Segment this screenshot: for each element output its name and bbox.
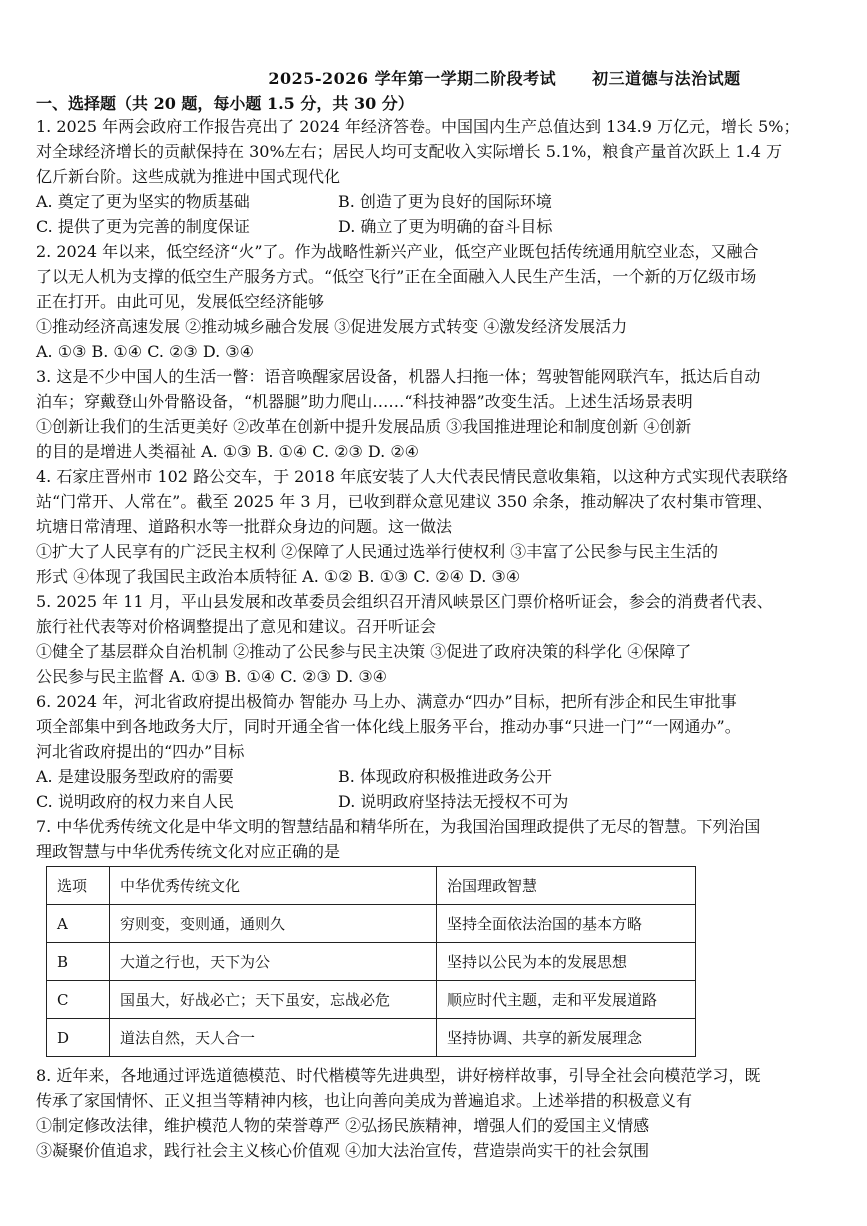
question-text-line: 亿斤新台阶。这些成就为推进中国式现代化 xyxy=(36,167,341,186)
table-cell: 坚持全面依法治国的基本方略 xyxy=(437,905,696,943)
option-d: D. 确立了更为明确的奋斗目标 xyxy=(338,217,553,236)
table-row xyxy=(47,1019,696,1057)
answer-choices: A. ①③ B. ①④ C. ②③ D. ③④ xyxy=(36,342,254,361)
question-text-line: 5. 2025 年 11 月，平山县发展和改革委员会组织召开清风峡景区门票价格听证会，参会的消费者代表、 xyxy=(36,592,773,611)
question-6 xyxy=(36,689,837,814)
option-row xyxy=(36,214,837,239)
question-text-line: 2. 2024 年以来，低空经济“火”了。作为战略性新兴产业，低空产业既包括传统通用航空业态，又融合 xyxy=(36,242,759,261)
question-8 xyxy=(36,1063,837,1163)
answer-choices: 公民参与民主监督 A. ①③ B. ①④ C. ②③ D. ③④ xyxy=(36,667,388,686)
question-text-line: 7. 中华优秀传统文化是中华文明的智慧结晶和精华所在，为我国治国理政提供了无尽的智慧。下列治国 xyxy=(36,817,761,836)
statement-options: ①健全了基层群众自治机制 ②推动了公民参与民主决策 ③促进了政府决策的科学化 ④保障了 xyxy=(36,642,692,661)
question-text-line: 4. 石家庄晋州市 102 路公交车，于 2018 年底安装了人大代表民情民意收集箱，以这种方式实现代表联络 xyxy=(36,467,788,486)
question-text-line: 3. 这是不少中国人的生活一瞥：语音唤醒家居设备，机器人扫拖一体；驾驶智能网联汽车，抵达后自动 xyxy=(36,367,761,386)
exam-title-right: 初三道德与法治试题 xyxy=(592,69,741,88)
option-b: B. 体现政府积极推进政务公开 xyxy=(338,767,552,786)
question-text-line: 泊车；穿戴登山外骨骼设备，“机器腿”助力爬山……“科技神器”改变生活。上述生活场景表明 xyxy=(36,392,693,411)
option-a: A. 是建设服务型政府的需要 xyxy=(36,767,234,786)
option-a: A. 奠定了更为坚实的物质基础 xyxy=(36,192,250,211)
table-row xyxy=(47,943,696,981)
section-heading: 一、选择题（共 20 题，每小题 1.5 分，共 30 分） xyxy=(36,94,414,113)
statement-options: ①扩大了人民享有的广泛民主权利 ②保障了人民通过选举行使权利 ③丰富了公民参与民主生活的 xyxy=(36,542,719,561)
question-text-line: 对全球经济增长的贡献保持在 30%左右；居民人均可支配收入实际增长 5.1%，粮食产量首次跃上 1.4 万 xyxy=(36,142,783,161)
table-header-cell: 选项 xyxy=(47,867,110,905)
table-cell: D xyxy=(47,1019,110,1057)
answer-table xyxy=(46,866,696,1057)
option-c: C. 说明政府的权力来自人民 xyxy=(36,792,234,811)
table-cell: 道法自然，天人合一 xyxy=(110,1019,437,1057)
question-text-line: 旅行社代表等对价格调整提出了意见和建议。召开听证会 xyxy=(36,617,437,636)
exam-title xyxy=(172,66,837,89)
statement-options: ①制定修改法律，维护模范人物的荣誉尊严 ②弘扬民族精神，增强人们的爱国主义情感 xyxy=(36,1116,650,1135)
exam-title-left: 2025-2026 学年第一学期二阶段考试 xyxy=(268,69,557,88)
question-2 xyxy=(36,239,837,364)
table-cell: 坚持协调、共享的新发展理念 xyxy=(437,1019,696,1057)
table-cell: 坚持以公民为本的发展思想 xyxy=(437,943,696,981)
question-7 xyxy=(36,814,837,1057)
question-4 xyxy=(36,464,837,589)
question-1 xyxy=(36,114,837,239)
table-cell: C xyxy=(47,981,110,1019)
question-text-line: 6. 2024 年，河北省政府提出极简办 智能办 马上办、满意办“四办”目标，把所有涉企和民生审批事 xyxy=(36,692,737,711)
table-header-cell: 中华优秀传统文化 xyxy=(110,867,437,905)
question-text-line: 1. 2025 年两会政府工作报告亮出了 2024 年经济答卷。中国国内生产总值达到 134.9 万亿元，增长 5%； xyxy=(36,117,800,136)
table-cell: A xyxy=(47,905,110,943)
question-text-line: 理政智慧与中华优秀传统文化对应正确的是 xyxy=(36,842,341,861)
option-b: B. 创造了更为良好的国际环境 xyxy=(338,192,552,211)
question-text-line: 8. 近年来，各地通过评选道德模范、时代楷模等先进典型，讲好榜样故事，引导全社会向模范学习，既 xyxy=(36,1066,761,1085)
table-cell: 国虽大，好战必亡；天下虽安，忘战必危 xyxy=(110,981,437,1019)
question-text-line: 了以无人机为支撑的低空生产服务方式。“低空飞行”正在全面融入人民生产生活，一个新的万亿级市场 xyxy=(36,267,757,286)
table-header-row xyxy=(47,867,696,905)
question-3 xyxy=(36,364,837,464)
question-text-line: 河北省政府提出的“四办”目标 xyxy=(36,742,245,761)
question-text-line: 站“门常开、人常在”。截至 2025 年 3 月，已收到群众意见建议 350 余条，推动解决了农村集市管理、 xyxy=(36,492,773,511)
option-d: D. 说明政府坚持法无授权不可为 xyxy=(338,792,569,811)
table-cell: 大道之行也，天下为公 xyxy=(110,943,437,981)
option-row xyxy=(36,764,837,789)
option-row xyxy=(36,189,837,214)
question-5 xyxy=(36,589,837,689)
question-text-line: 项全部集中到各地政务大厅，同时开通全省一体化线上服务平台，推动办事“只进一门”“一网通办”。 xyxy=(36,717,741,736)
table-row xyxy=(47,981,696,1019)
statement-options: ①创新让我们的生活更美好 ②改革在创新中提升发展品质 ③我国推进理论和制度创新 ④创新 xyxy=(36,417,692,436)
table-cell: B xyxy=(47,943,110,981)
question-text-line: 传承了家国情怀、正义担当等精神内核，也让向善向美成为普遍追求。上述举措的积极意义有 xyxy=(36,1091,693,1110)
question-text-line: 正在打开。由此可见，发展低空经济能够 xyxy=(36,292,325,311)
statement-options: ①推动经济高速发展 ②推动城乡融合发展 ③促进发展方式转变 ④激发经济发展活力 xyxy=(36,317,628,336)
question-text-line: 坑塘日常清理、道路积水等一批群众身边的问题。这一做法 xyxy=(36,517,453,536)
statement-options: ③凝聚价值追求，践行社会主义核心价值观 ④加大法治宣传，营造崇尚实干的社会氛围 xyxy=(36,1141,650,1160)
answer-choices: 形式 ④体现了我国民主政治本质特征 A. ①② B. ①③ C. ②④ D. ③④ xyxy=(36,567,521,586)
table-cell: 顺应时代主题，走和平发展道路 xyxy=(437,981,696,1019)
answer-choices: 的目的是增进人类福祉 A. ①③ B. ①④ C. ②③ D. ②④ xyxy=(36,442,420,461)
table-header-cell: 治国理政智慧 xyxy=(437,867,696,905)
option-c: C. 提供了更为完善的制度保证 xyxy=(36,217,250,236)
table-row xyxy=(47,905,696,943)
table-cell: 穷则变，变则通，通则久 xyxy=(110,905,437,943)
option-row xyxy=(36,789,837,814)
